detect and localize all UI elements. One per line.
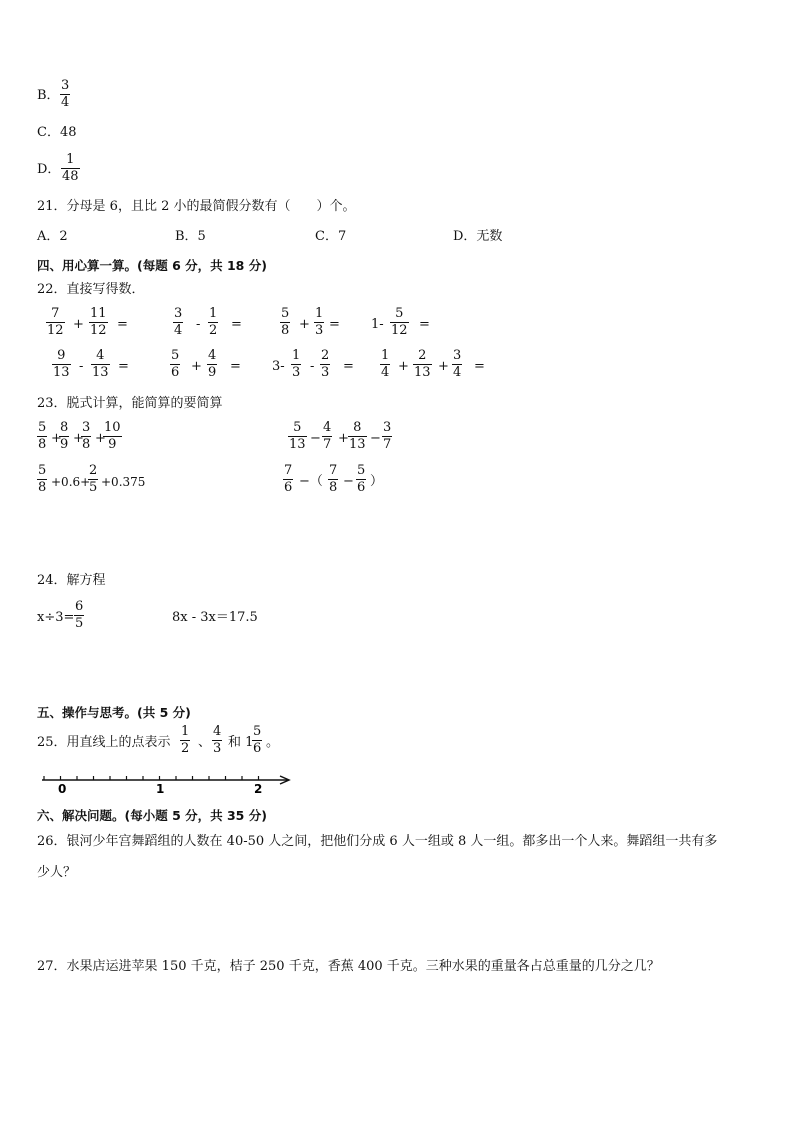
question-26-line-1: 26．银河少年宫舞蹈组的人数在 40-50 人之间，把他们分成 6 人一组或 8 人一组。都多出一个人来。舞蹈组一共有多 (37, 834, 718, 849)
tick-label-2: 2 (254, 782, 263, 796)
question-21-text: 21．分母是 6，且比 2 小的最简假分数有（ ）个。 (37, 199, 356, 214)
q21-option-c: C．7 (315, 229, 347, 244)
question-27-text: 27．水果店运进苹果 150 千克，桔子 250 千克，香蕉 400 千克。三种水果的重量各占总重量的几分之几？ (37, 959, 660, 974)
q24-equation-2: 8x - 3x＝17.5 (172, 610, 258, 625)
option-d-label: D． (37, 162, 61, 177)
option-b-fraction: 3 4 (61, 78, 70, 110)
question-22-title: 22．直接写得数． (37, 282, 145, 297)
q21-option-a: A．2 (37, 229, 68, 244)
q21-option-b: B．5 (175, 229, 206, 244)
question-24-title: 24．解方程 (37, 573, 106, 588)
section-4-heading: 四、用心算一算。(每题 6 分，共 18 分) (37, 258, 267, 273)
section-6-heading: 六、解决问题。(每小题 5 分，共 35 分) (37, 808, 267, 823)
option-d-fraction: 1 48 (62, 152, 79, 184)
option-b-label: B． (37, 88, 60, 103)
q21-option-d: D．无数 (453, 229, 503, 244)
section-5-heading: 五、操作与思考。(共 5 分) (37, 705, 191, 720)
question-26-line-2: 少人？ (37, 865, 77, 880)
number-line (40, 770, 296, 796)
question-23-title: 23．脱式计算，能简算的要简算 (37, 396, 223, 411)
tick-label-0: 0 (58, 782, 67, 796)
option-c-label: C．48 (37, 125, 77, 140)
tick-label-1: 1 (156, 782, 165, 796)
